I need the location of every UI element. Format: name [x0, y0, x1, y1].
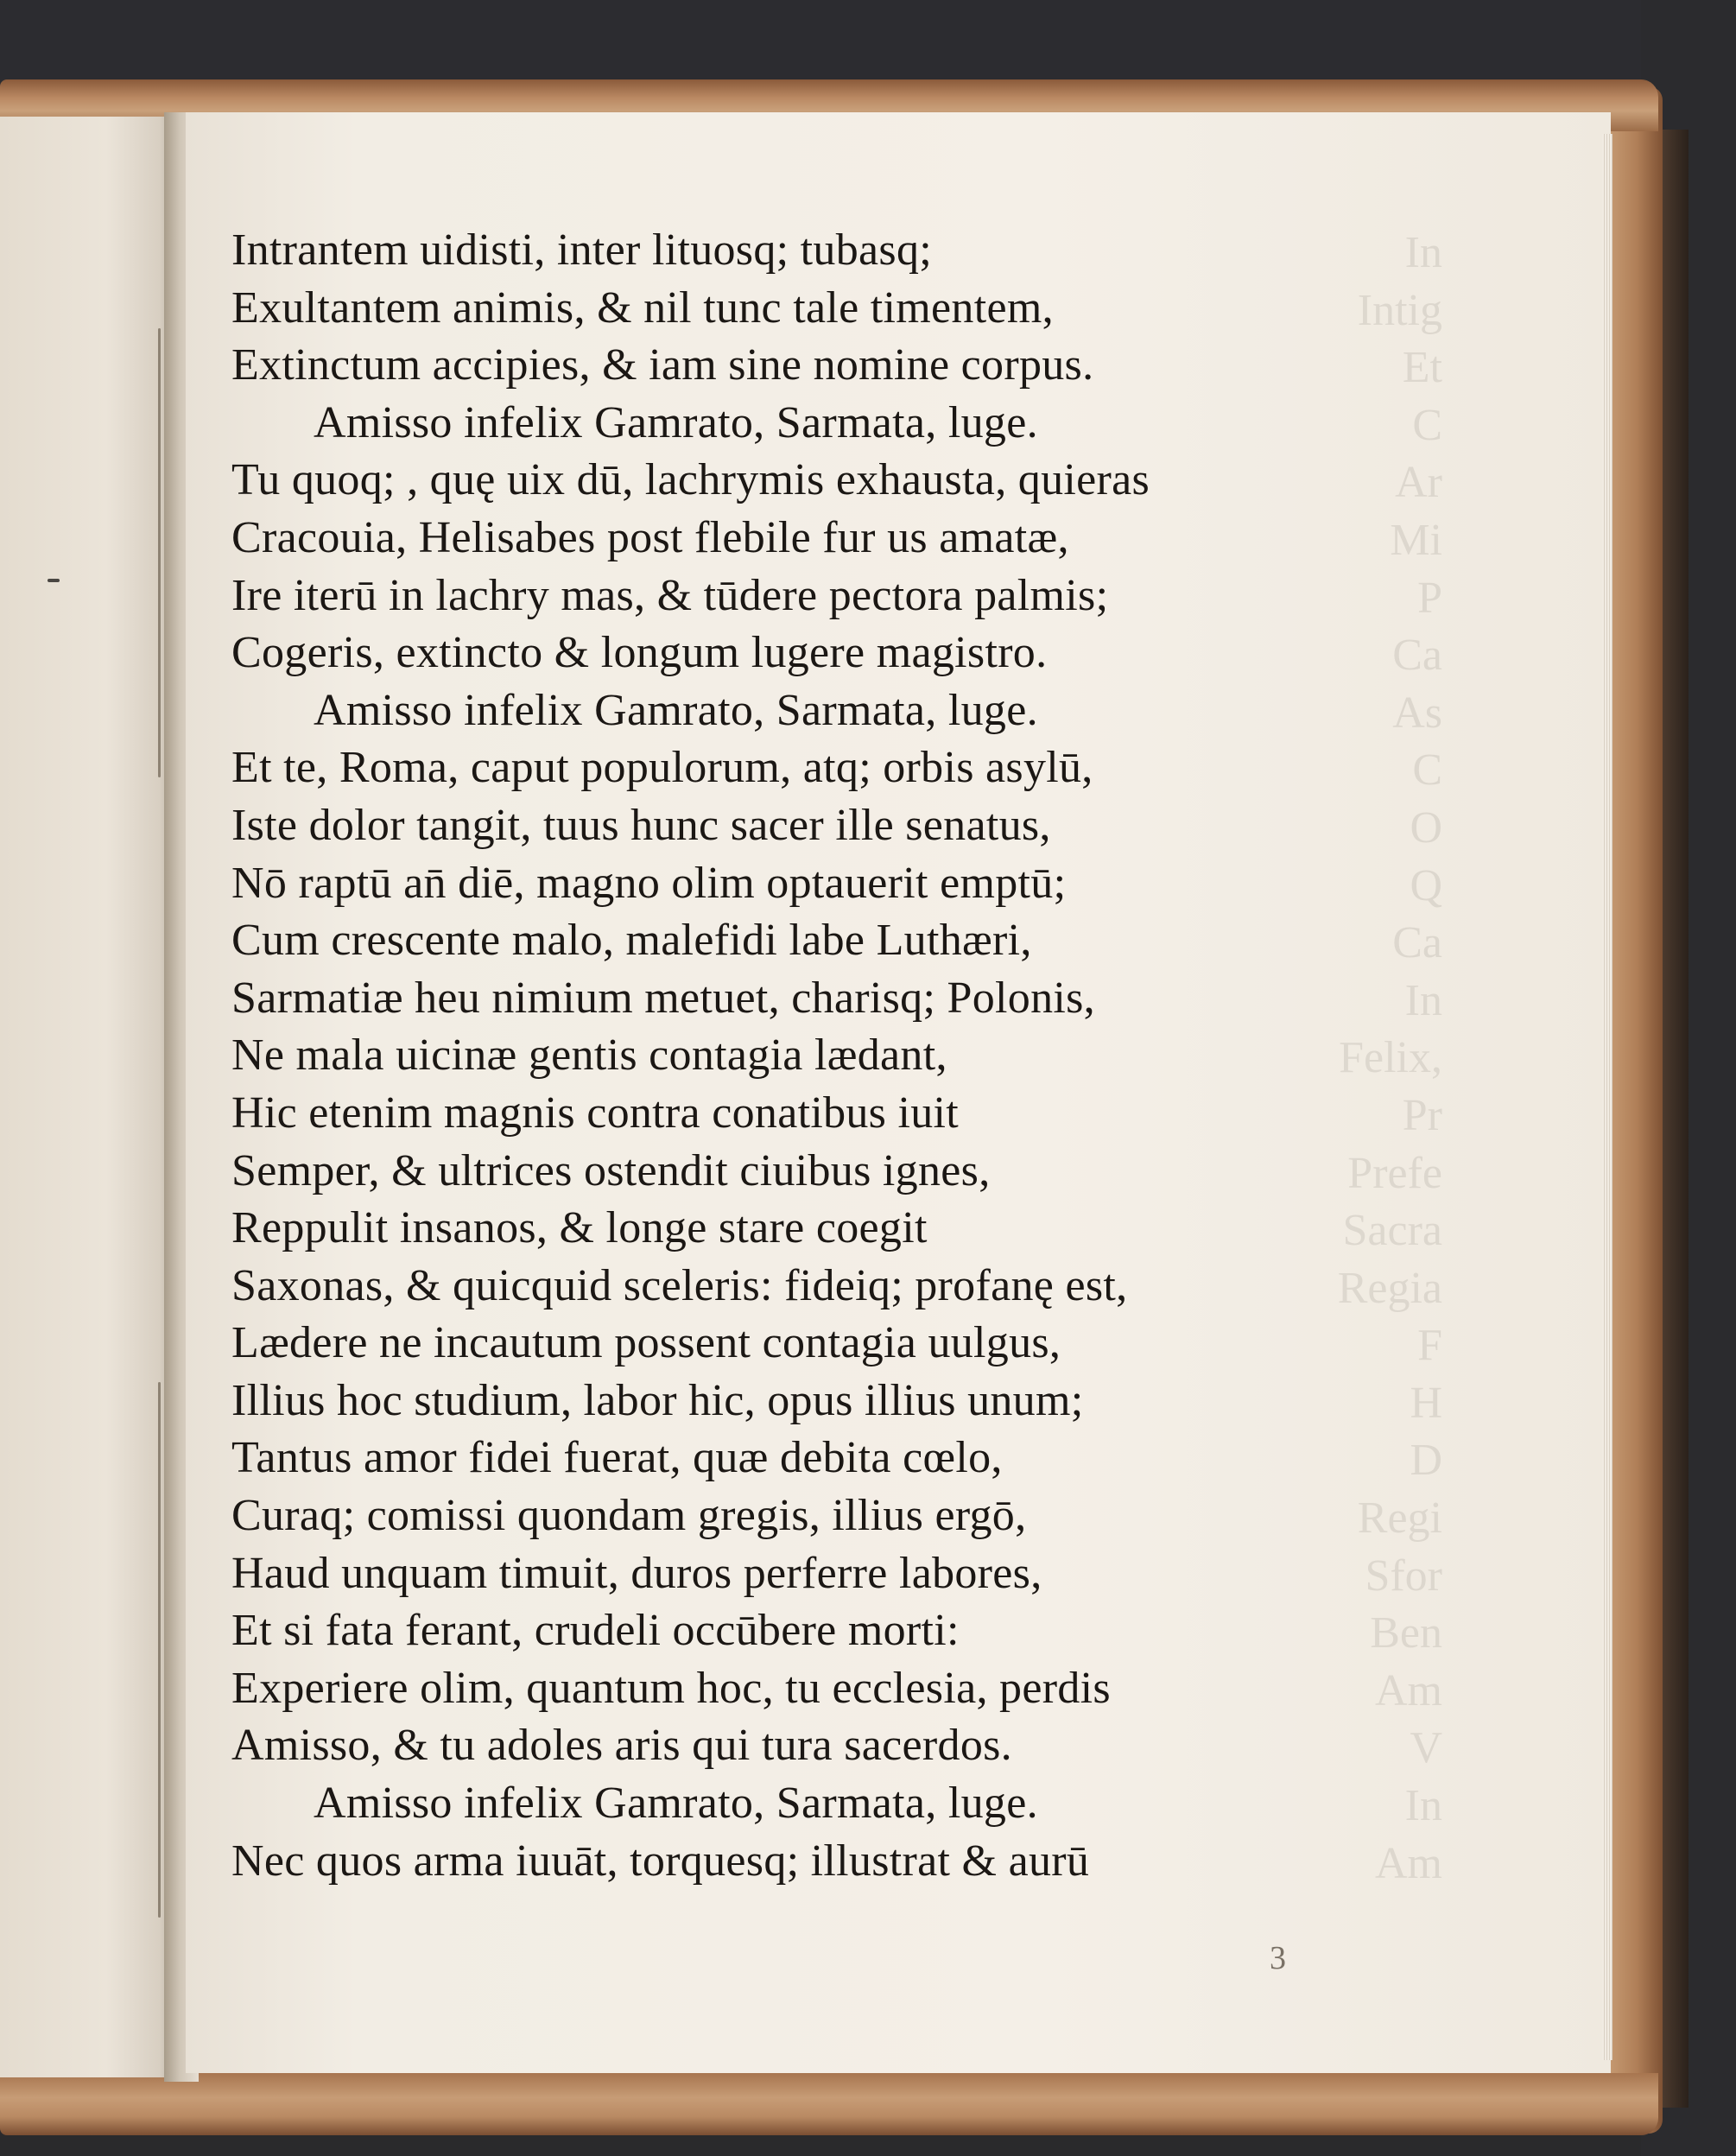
show-through-text: In Intig Et C Ar Mi P Ca As C O Q Ca In Felix, Pr Prefe Sacra Regia F H D Regi Sfor Ben Am V In Am: [1337, 228, 1442, 1883]
text-line: Et te, Roma, caput populorum, atq; orbis asylū,: [231, 743, 1093, 793]
text-line: Exultantem animis, & nil tunc tale timentem,: [231, 282, 1054, 333]
text-line: Lædere ne incautum possent contagia uulgus,: [231, 1318, 1061, 1368]
refrain-line: Amisso infelix Gamrato, Sarmata, luge.: [314, 397, 1038, 447]
binding-bottom: [0, 2073, 1658, 2135]
text-line: Tu quoq; , quę uix dū, lachrymis exhausta, quieras: [231, 455, 1150, 505]
text-line: Haud unquam timuit, duros perferre labores,: [231, 1548, 1042, 1598]
left-page: [0, 117, 177, 2077]
text-line: Et si fata ferant, crudeli occūbere morti:: [231, 1606, 960, 1656]
text-line: Ne mala uicinæ gentis contagia lædant,: [231, 1030, 947, 1081]
text-line: Iste dolor tangit, tuus hunc sacer ille senatus,: [231, 800, 1051, 850]
poem-text: [231, 222, 1264, 1890]
text-line: Sarmatiæ heu nimium metuet, charisq; Polonis,: [231, 973, 1095, 1023]
refrain-line: Amisso infelix Gamrato, Sarmata, luge.: [314, 1779, 1038, 1829]
text-line: Intrantem uidisti, inter lituosq; tubasq;: [231, 225, 932, 275]
text-line: Tantus amor fidei fuerat, quæ debita cœlo,: [231, 1433, 1003, 1483]
ink-mark: [48, 579, 60, 582]
text-line: Reppulit insanos, & longe stare coegit: [231, 1203, 928, 1253]
text-line: Extinctum accipies, & iam sine nomine corpus.: [231, 340, 1094, 390]
page-stack-edge: [1602, 134, 1612, 2060]
text-line: Experiere olim, quantum hoc, tu ecclesia, perdis: [231, 1663, 1111, 1713]
binding-right: [1611, 86, 1663, 2134]
text-line: Saxonas, & quicquid sceleris: fideiq; profanę est,: [231, 1260, 1128, 1310]
text-line: Nec quos arma iuuāt, torquesq; illustrat & aurū: [231, 1836, 1090, 1886]
page-crease: [158, 328, 161, 777]
page-crease: [158, 1382, 161, 1918]
text-line: Amisso, & tu adoles aris qui tura sacerdos.: [231, 1721, 1012, 1771]
text-line: Illius hoc studium, labor hic, opus illius unum;: [231, 1375, 1084, 1425]
text-line: Semper, & ultrices ostendit ciuibus ignes,: [231, 1145, 991, 1195]
text-line: Nō raptū an̄ diē, magno olim optauerit emptū;: [231, 858, 1067, 908]
text-line: Hic etenim magnis contra conatibus iuit: [231, 1088, 960, 1138]
text-line: Ire iterū in lachry mas, & tūdere pectora palmis;: [231, 570, 1109, 620]
text-line: Cum crescente malo, malefidi labe Luthæri,: [231, 916, 1032, 966]
refrain-line: Amisso infelix Gamrato, Sarmata, luge.: [314, 685, 1038, 735]
text-line: Cogeris, extincto & longum lugere magistro.: [231, 628, 1048, 678]
text-line: Curaq; comissi quondam gregis, illius ergō,: [231, 1491, 1027, 1541]
page-number: 3: [1270, 1940, 1286, 1976]
text-line: Cracouia, Helisabes post flebile fur us amatæ,: [231, 512, 1069, 562]
